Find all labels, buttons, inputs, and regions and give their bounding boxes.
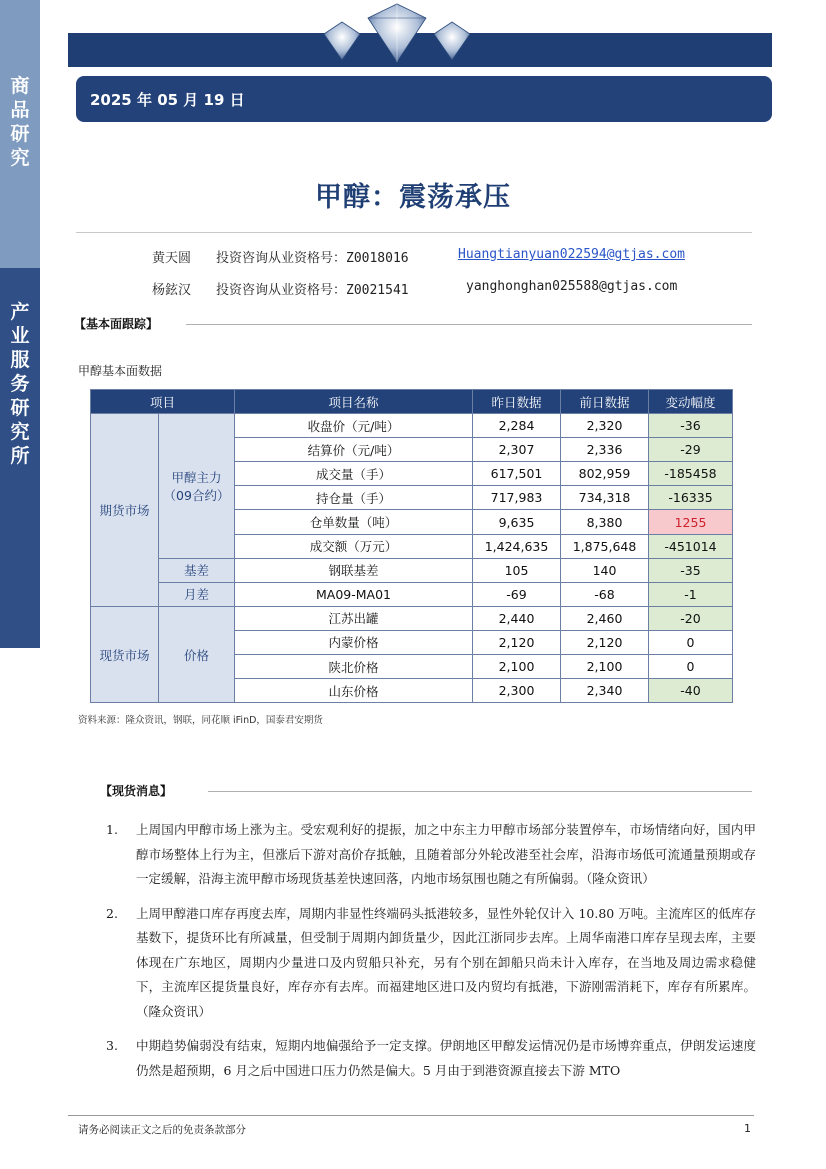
header-change: 变动幅度	[649, 390, 733, 414]
row-yesterday: 2,100	[473, 655, 561, 679]
page-number: 1	[744, 1122, 751, 1135]
row-change: -20	[649, 606, 733, 630]
row-previous: 140	[561, 558, 649, 582]
row-previous: 2,100	[561, 655, 649, 679]
row-change: -35	[649, 558, 733, 582]
table-row	[91, 414, 733, 438]
row-name: 持仓量（手）	[235, 486, 473, 510]
row-change: 0	[649, 630, 733, 654]
group-spot-market: 现货市场	[91, 606, 159, 702]
row-previous: 2,320	[561, 414, 649, 438]
news-heading-rule	[208, 791, 752, 792]
row-name: 成交额（万元）	[235, 534, 473, 558]
header-item: 项目	[91, 390, 235, 414]
footer-disclaimer: 请务必阅读正文之后的免责条款部分	[78, 1124, 246, 1136]
author-email-1[interactable]: Huangtianyuan022594@gtjas.com	[458, 247, 685, 262]
row-yesterday: 9,635	[473, 510, 561, 534]
row-name: 江苏出罐	[235, 606, 473, 630]
fundamentals-heading-rule	[186, 324, 752, 325]
row-yesterday: 1,424,635	[473, 534, 561, 558]
row-change: -16335	[649, 486, 733, 510]
header-previous: 前日数据	[561, 390, 649, 414]
author-name-2: 杨鉉汉	[152, 283, 192, 298]
row-change: 0	[649, 655, 733, 679]
group-price: 价格	[159, 606, 235, 702]
news-item-text: 上周国内甲醇市场上涨为主。受宏观利好的提振，加之中东主力甲醇市场部分装置停车，市场情绪向好，国内甲醇市场整体上行为主，但涨后下游对高价存抵触，且随着部分外轮改港至社会库，沿海市场低可流通量预期或存一定缓解，沿海主流甲醇市场现货基差快速回落，内地市场氛围也随之有所偏弱。（隆众资讯）	[136, 822, 756, 886]
title-divider	[76, 232, 752, 233]
row-yesterday: 105	[473, 558, 561, 582]
group-basis: 基差	[159, 558, 235, 582]
table-row	[91, 582, 733, 606]
list-item	[106, 1034, 756, 1083]
row-yesterday: -69	[473, 582, 561, 606]
list-item	[106, 818, 756, 892]
row-yesterday: 2,307	[473, 438, 561, 462]
news-item-number: 2.	[106, 905, 118, 921]
row-name: 内蒙价格	[235, 630, 473, 654]
row-yesterday: 2,284	[473, 414, 561, 438]
news-item-text: 上周甲醇港口库存再度去库，周期内非显性终端码头抵港较多，显性外轮仅计入 10.80 万吨。主流库区的低库存基数下，提货环比有所减量，但受制于周期内卸货量少，因此江浙同步去库。上周华南港口库存呈现去库，主要体现在广东地区，周期内少量进口及内贸船只补充，另有个别在卸船只尚未计入库存，在当地及周边需求稳健下，主流库区提货量良好，库存亦有去库。而福建地区进口及内贸均有抵港，下游刚需消耗下，库存有所累库。（隆众资讯）	[136, 905, 756, 1019]
methanol-fundamentals-table	[90, 389, 733, 703]
row-change: -185458	[649, 462, 733, 486]
row-previous: 2,340	[561, 679, 649, 703]
row-change: -29	[649, 438, 733, 462]
row-change: -36	[649, 414, 733, 438]
row-change: -1	[649, 582, 733, 606]
row-yesterday: 2,300	[473, 679, 561, 703]
header-item-name: 项目名称	[235, 390, 473, 414]
row-yesterday: 717,983	[473, 486, 561, 510]
group-spread: 月差	[159, 582, 235, 606]
row-previous: 2,460	[561, 606, 649, 630]
table-header-row	[91, 390, 733, 414]
table-row	[91, 558, 733, 582]
main-contract-label: 甲醇主力	[171, 469, 222, 485]
row-previous: 802,959	[561, 462, 649, 486]
news-heading: 【现货消息】	[100, 784, 173, 798]
author-qualification-2: 投资咨询从业资格号：Z0021541	[216, 283, 409, 298]
author-email-2: yanghonghan025588@gtjas.com	[466, 279, 678, 294]
news-item-number: 1.	[106, 822, 118, 837]
diamond-logo-icon	[318, 0, 476, 66]
row-previous: 2,336	[561, 438, 649, 462]
row-change: -451014	[649, 534, 733, 558]
row-previous: -68	[561, 582, 649, 606]
table-caption: 甲醇基本面数据	[78, 364, 163, 378]
row-name: 钢联基差	[235, 558, 473, 582]
row-yesterday: 2,120	[473, 630, 561, 654]
news-list	[106, 818, 756, 1093]
row-change: 1255	[649, 510, 733, 534]
row-previous: 2,120	[561, 630, 649, 654]
fundamentals-heading: 【基本面跟踪】	[74, 317, 159, 331]
data-source-note: 资料来源：隆众资讯，钢联，同花顺 iFinD，国泰君安期货	[78, 715, 323, 726]
row-name: MA09-MA01	[235, 582, 473, 606]
row-name: 结算价（元/吨）	[235, 438, 473, 462]
row-yesterday: 617,501	[473, 462, 561, 486]
row-name: 仓单数量（吨）	[235, 510, 473, 534]
news-item-text: 中期趋势偏弱没有结束，短期内地偏强给予一定支撑。伊朗地区甲醇发运情况仍是市场博弈重点，伊朗发运速度仍然是超预期，6 月之后中国进口压力仍然是偏大。5 月由于到港资源直接去下游 MTO	[136, 1038, 756, 1078]
sidebar-label-commodity-research: 商 品 研 究	[10, 75, 30, 169]
report-date: 2025 年 05 月 19 日	[90, 91, 245, 109]
footer-divider	[68, 1115, 754, 1116]
row-name: 收盘价（元/吨）	[235, 414, 473, 438]
author-name-1: 黄天圆	[152, 251, 192, 266]
sidebar-label-industry-institute: 产 业 服 务 研 究 所	[10, 301, 30, 467]
list-item	[106, 902, 756, 1025]
group-futures-market: 期货市场	[91, 414, 159, 607]
news-item-number: 3.	[106, 1038, 118, 1053]
group-main-contract	[159, 414, 235, 559]
page-title: 甲醇：震荡承压	[315, 182, 511, 213]
row-name: 成交量（手）	[235, 462, 473, 486]
row-name: 山东价格	[235, 679, 473, 703]
row-name: 陕北价格	[235, 655, 473, 679]
main-contract-sub-label: （09合约）	[163, 487, 230, 503]
row-previous: 8,380	[561, 510, 649, 534]
author-qualification-1: 投资咨询从业资格号：Z0018016	[216, 251, 409, 266]
row-previous: 734,318	[561, 486, 649, 510]
row-previous: 1,875,648	[561, 534, 649, 558]
row-change: -40	[649, 679, 733, 703]
row-yesterday: 2,440	[473, 606, 561, 630]
header-yesterday: 昨日数据	[473, 390, 561, 414]
table-row	[91, 606, 733, 630]
